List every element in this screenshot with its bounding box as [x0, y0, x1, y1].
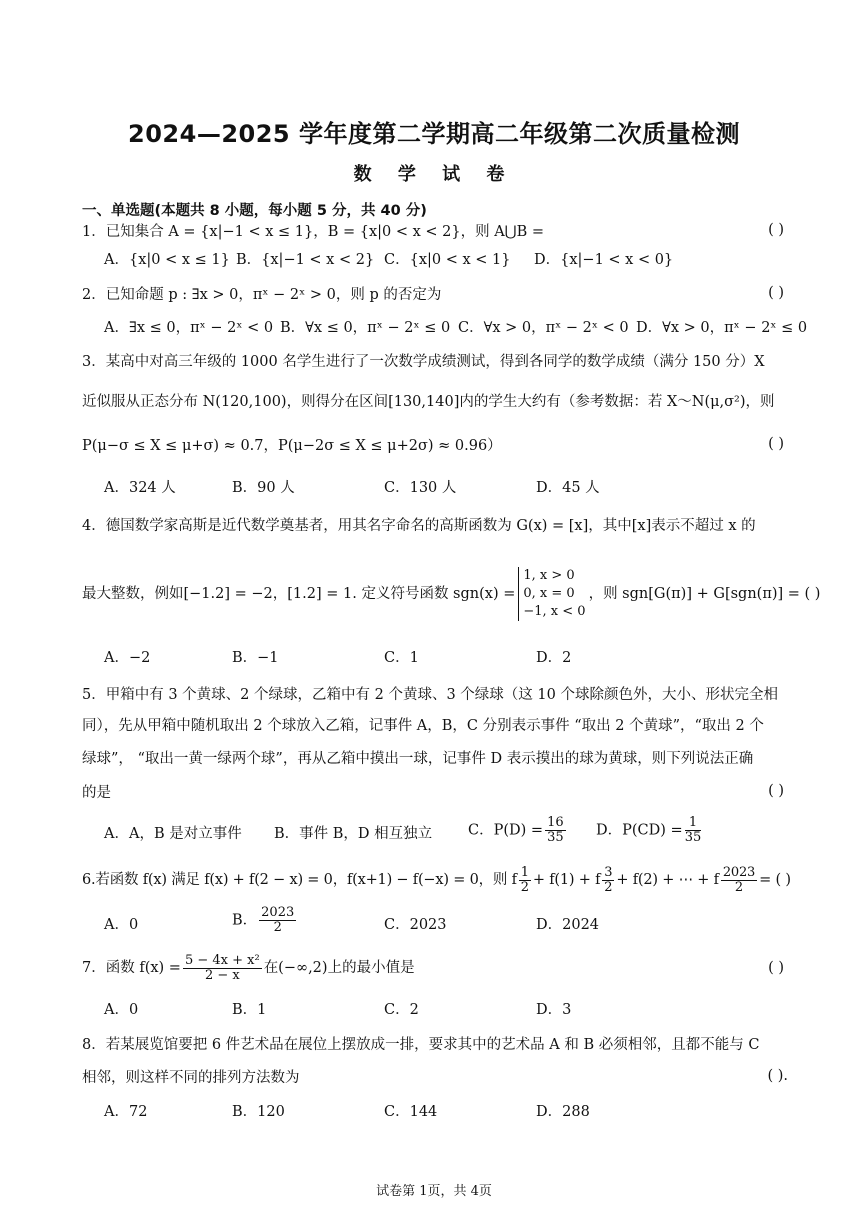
fraction-1-2	[519, 866, 531, 895]
question-6-stem-start: 6.若函数 f(x) 满足 f(x) + f(2 − x) = 0，f(x+1) − f(−x) = 0，则 f	[82, 872, 517, 888]
option-c	[468, 816, 568, 845]
question-5-line-2: 同），先从甲箱中随机取出 2 个球放入乙箱，记事件 A，B，C 分别表示事件 “取出 2 个黄球”，“取出 2 个	[82, 718, 764, 734]
question-5-options	[104, 816, 788, 856]
option-d	[596, 816, 703, 845]
question-7-stem-start: 7．函数 f(x) =	[82, 960, 181, 976]
option-c: C．1	[384, 650, 419, 666]
option-b: B．−1	[232, 650, 279, 666]
option-d: D．3	[536, 1002, 572, 1018]
option-c: C．2	[384, 1002, 419, 1018]
option-d: D．45 人	[536, 480, 600, 496]
fraction-numerator: 5 − 4x + x²	[184, 952, 260, 968]
option-a: A．∃x ≤ 0，πˣ − 2ˣ < 0	[104, 320, 274, 336]
option-c-fraction	[545, 816, 566, 845]
option-a: A．0	[104, 917, 139, 933]
fraction-3-2	[602, 866, 614, 895]
option-c: C．{x|0 < x < 1}	[384, 252, 511, 268]
fraction-denominator: 2	[520, 879, 529, 895]
case-2: 0, x = 0	[523, 586, 575, 601]
question-4-line-1: 4．德国数学家高斯是近代数学奠基者，用其名字命名的高斯函数为 G(x) = [x]，其中[x]表示不超过 x 的	[82, 518, 756, 534]
question-4-line-2	[82, 563, 821, 625]
case-1: 1, x > 0	[523, 568, 575, 583]
option-d: D．2	[536, 650, 572, 666]
fraction-denominator: 35	[547, 830, 564, 845]
question-4-line-2-end: ，则 sgn[G(π)] + G[sgn(π)] = ( )	[588, 586, 821, 602]
question-7-stem-end: 在(−∞,2)上的最小值是	[263, 960, 415, 976]
option-d: D．{x|−1 < x < 0}	[534, 252, 674, 268]
question-5-line-3: 绿球”， “取出一黄一绿两个球”，再从乙箱中摸出一球，记事件 D 表示摸出的球为黄球，则下列说法正确	[82, 751, 754, 767]
fraction-numerator: 2023	[722, 864, 756, 880]
question-3-line-2: 近似服从正态分布 N(120,100)，则得分在区间[130,140]内的学生大约有（参考数据：若 X～N(μ,σ²)，则	[82, 394, 775, 410]
option-a: A．−2	[104, 650, 151, 666]
fraction-numerator: 16	[547, 815, 564, 830]
fraction-denominator: 2	[604, 879, 613, 895]
option-c: C．130 人	[384, 480, 457, 496]
option-a: A．0	[104, 1002, 139, 1018]
option-b-fraction	[259, 906, 296, 935]
section-heading: 一、单选题(本题共 8 小题，每小题 5 分，共 40 分)	[82, 203, 427, 219]
option-b	[232, 906, 298, 935]
fraction-denominator: 35	[684, 830, 702, 845]
option-c-label: C．P(D) =	[468, 822, 544, 839]
question-2-stem: 2．已知命题 p : ∃x > 0，πˣ − 2ˣ > 0，则 p 的否定为	[82, 287, 442, 303]
fraction-numerator: 3	[604, 864, 613, 880]
question-3-line-1: 3．某高中对高三年级的 1000 名学生进行了一次数学成绩测试，得到各同学的数学成绩（满分 150 分）X	[82, 354, 765, 370]
fraction-numerator: 1	[520, 864, 529, 880]
option-d: D．2024	[536, 917, 600, 933]
option-b: B．90 人	[232, 480, 295, 496]
fraction-denominator: 2 − x	[204, 967, 240, 983]
option-a: A．324 人	[104, 480, 176, 496]
question-6-options	[104, 906, 788, 946]
question-6-stem	[82, 862, 791, 898]
option-d-label: D．P(CD) =	[596, 822, 683, 839]
exam-subtitle: 数 学 试 卷	[353, 164, 515, 185]
question-4-line-2-start: 最大整数，例如[−1.2] = −2，[1.2] = 1. 定义符号函数 sgn(x) =	[82, 586, 516, 602]
question-5-line-4: 的是	[82, 785, 111, 801]
option-d: D．288	[536, 1104, 590, 1120]
option-b: B．1	[232, 1002, 267, 1018]
question-6-stem-end: = ( )	[759, 872, 791, 888]
question-8-line-2: 相邻，则这样不同的排列方法数为	[82, 1070, 300, 1086]
case-3: −1, x < 0	[523, 604, 586, 619]
question-5-answer-paren: ( )	[768, 783, 784, 799]
option-d-fraction	[685, 816, 702, 845]
option-d: D．∀x > 0，πˣ − 2ˣ ≤ 0	[636, 320, 808, 336]
fraction-denominator: 2	[734, 879, 743, 895]
sgn-piecewise-cases	[518, 567, 585, 621]
option-c: C．144	[384, 1104, 438, 1120]
option-a: A．A，B 是对立事件	[104, 826, 242, 842]
question-7-fraction	[183, 954, 262, 983]
option-c: C．∀x > 0，πˣ − 2ˣ < 0	[458, 320, 629, 336]
question-3-line-3: P(μ−σ ≤ X ≤ μ+σ) ≈ 0.7，P(μ−2σ ≤ X ≤ μ+2σ) ≈ 0.96）	[82, 438, 502, 454]
question-6-stem-tail: + f(2) + ⋯ + f	[616, 872, 719, 888]
option-b: B．∀x ≤ 0，πˣ − 2ˣ ≤ 0	[280, 320, 451, 336]
question-1-stem: 1．已知集合 A = {x|−1 < x ≤ 1}，B = {x|0 < x < 2}，则 A⋃B =	[82, 224, 544, 240]
question-8-line-1: 8．若某展览馆要把 6 件艺术品在展位上摆放成一排，要求其中的艺术品 A 和 B 必须相邻，且都不能与 C	[82, 1037, 760, 1053]
option-b: B．事件 B，D 相互独立	[274, 826, 433, 842]
fraction-numerator: 2023	[261, 905, 295, 920]
question-6-stem-mid: + f(1) + f	[532, 872, 601, 888]
option-c: C．2023	[384, 917, 447, 933]
page-footer: 试卷第 1页，共 4页	[376, 1184, 492, 1199]
exam-title: 2024—2025 学年度第二学期高二年级第二次质量检测	[128, 120, 740, 148]
option-b-label: B．	[232, 912, 258, 929]
option-a: A．72	[104, 1104, 148, 1120]
option-a: A．{x|0 < x ≤ 1}	[104, 252, 230, 268]
option-b: B．120	[232, 1104, 285, 1120]
question-3-answer-paren: ( )	[768, 436, 784, 452]
question-7-stem	[82, 950, 788, 986]
fraction-2023-2	[721, 866, 757, 895]
fraction-denominator: 2	[273, 920, 282, 935]
question-7-answer-paren: ( )	[768, 960, 784, 976]
question-5-line-1: 5．甲箱中有 3 个黄球、2 个绿球，乙箱中有 2 个黄球、3 个绿球（这 10 个球除颜色外，大小、形状完全相	[82, 687, 778, 703]
option-b: B．{x|−1 < x < 2}	[236, 252, 375, 268]
question-1-answer-paren: ( )	[768, 222, 784, 238]
question-8-answer-paren: ( ).	[767, 1068, 788, 1084]
question-2-answer-paren: ( )	[768, 285, 784, 301]
fraction-numerator: 1	[685, 816, 702, 831]
